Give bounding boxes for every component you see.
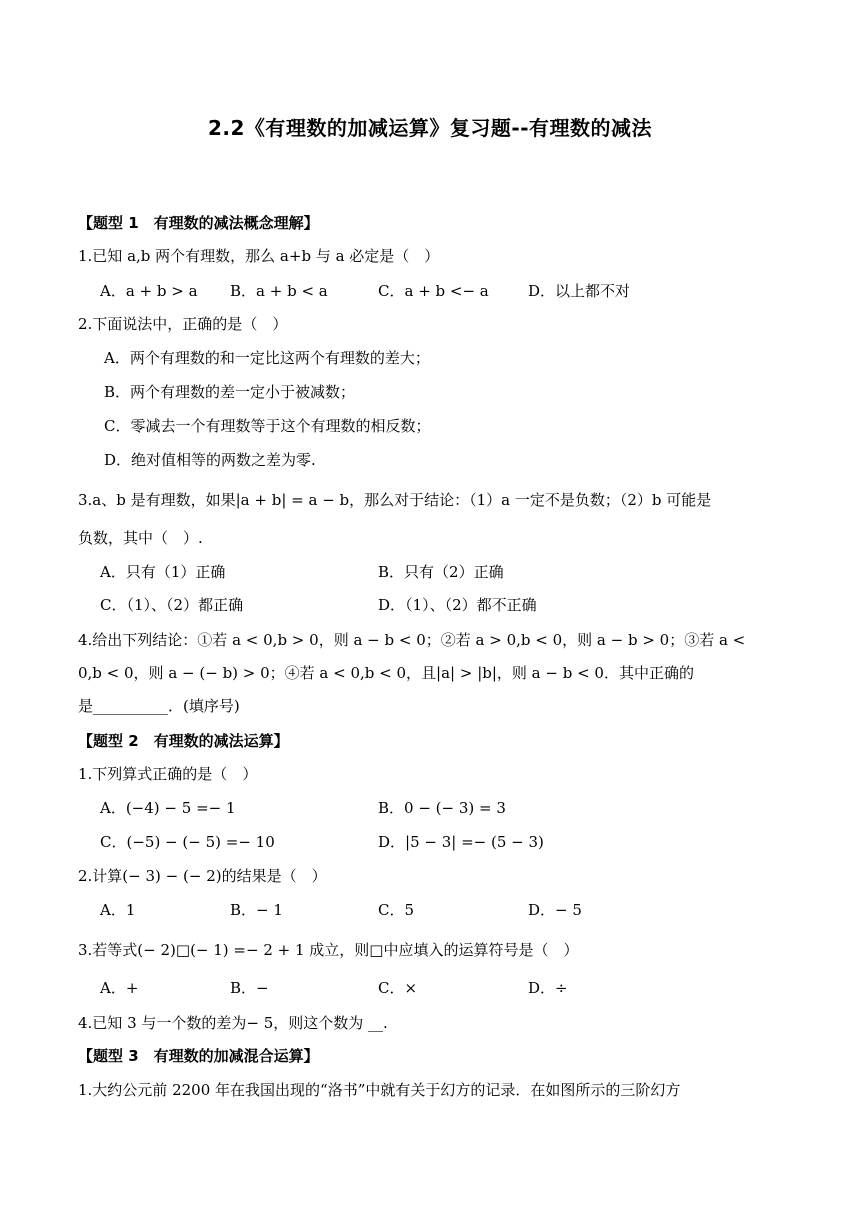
option-1-1-c: C．a + b <− a: [378, 282, 489, 300]
question-1-3-stem-line-2: 负数，其中（ ）.: [78, 529, 203, 547]
question-1-4-stem-line-1: 4.给出下列结论：①若 a < 0,b > 0，则 a − b < 0；②若 a > 0,b < 0，则 a − b > 0；③若 a <: [78, 631, 746, 649]
option-2-1-c: C．(−5) − (− 5) =− 10: [100, 833, 275, 851]
section-heading-1: 【题型 1 有理数的减法概念理解】: [78, 214, 319, 232]
option-1-1-d: D．以上都不对: [528, 282, 631, 300]
option-2-1-a: A．(−4) − 5 =− 1: [100, 799, 236, 817]
question-2-4-stem: 4.已知 3 与一个数的差为− 5，则这个数为 __.: [78, 1014, 388, 1032]
option-2-3-d: D．÷: [528, 979, 568, 997]
option-2-3-c: C．×: [378, 979, 418, 997]
option-2-2-a: A．1: [100, 901, 136, 919]
section-heading-2: 【题型 2 有理数的减法运算】: [78, 732, 289, 750]
option-2-2-b: B．− 1: [230, 901, 283, 919]
question-2-3-stem: 3.若等式(− 2)□(− 1) =− 2 + 1 成立，则□中应填入的运算符号是（ ）: [78, 941, 579, 959]
question-1-2-stem: 2.下面说法中，正确的是（ ）: [78, 315, 288, 333]
option-2-1-b: B．0 − (− 3) = 3: [378, 799, 506, 817]
section-heading-3: 【题型 3 有理数的加减混合运算】: [78, 1047, 319, 1065]
option-2-2-c: C．5: [378, 901, 415, 919]
question-1-3-stem-line-1: 3.a、b 是有理数，如果|a + b| = a − b，那么对于结论：（1）a 一定不是负数；（2）b 可能是: [78, 491, 712, 509]
option-2-2-d: D．− 5: [528, 901, 582, 919]
option-1-2-c: C．零减去一个有理数等于这个有理数的相反数；: [104, 417, 431, 435]
option-2-3-a: A．+: [100, 979, 139, 997]
question-1-4-stem-line-2: 0,b < 0，则 a − (− b) > 0；④若 a < 0,b < 0，且|a| > |b|，则 a − b < 0．其中正确的: [78, 664, 694, 682]
option-1-3-b: B．只有（2）正确: [378, 563, 504, 581]
question-2-1-stem: 1.下列算式正确的是（ ）: [78, 765, 258, 783]
option-2-3-b: B．−: [230, 979, 269, 997]
question-2-2-stem: 2.计算(− 3) − (− 2)的结果是（ ）: [78, 867, 327, 885]
option-1-3-a: A．只有（1）正确: [100, 563, 226, 581]
option-1-1-a: A．a + b > a: [100, 282, 198, 300]
option-2-1-d: D．|5 − 3| =− (5 − 3): [378, 833, 544, 851]
option-1-1-b: B．a + b < a: [230, 282, 328, 300]
option-1-3-c: C．（1）、（2）都正确: [100, 596, 244, 614]
question-3-1-stem: 1.大约公元前 2200 年在我国出现的“洛书”中就有关于幻方的记录．在如图所示的三阶幻方: [78, 1081, 681, 1099]
option-1-2-a: A．两个有理数的和一定比这两个有理数的差大；: [104, 349, 430, 367]
option-1-2-d: D．绝对值相等的两数之差为零.: [104, 451, 316, 469]
option-1-2-b: B．两个有理数的差一定小于被减数；: [104, 383, 356, 401]
option-1-3-d: D．（1）、（2）都不正确: [378, 596, 537, 614]
page-title: 2.2《有理数的加减运算》复习题--有理数的减法: [207, 116, 653, 140]
question-1-1-stem: 1.已知 a,b 两个有理数，那么 a+b 与 a 必定是（ ）: [78, 247, 440, 265]
question-1-4-stem-line-3: 是__________．(填序号): [78, 697, 240, 715]
